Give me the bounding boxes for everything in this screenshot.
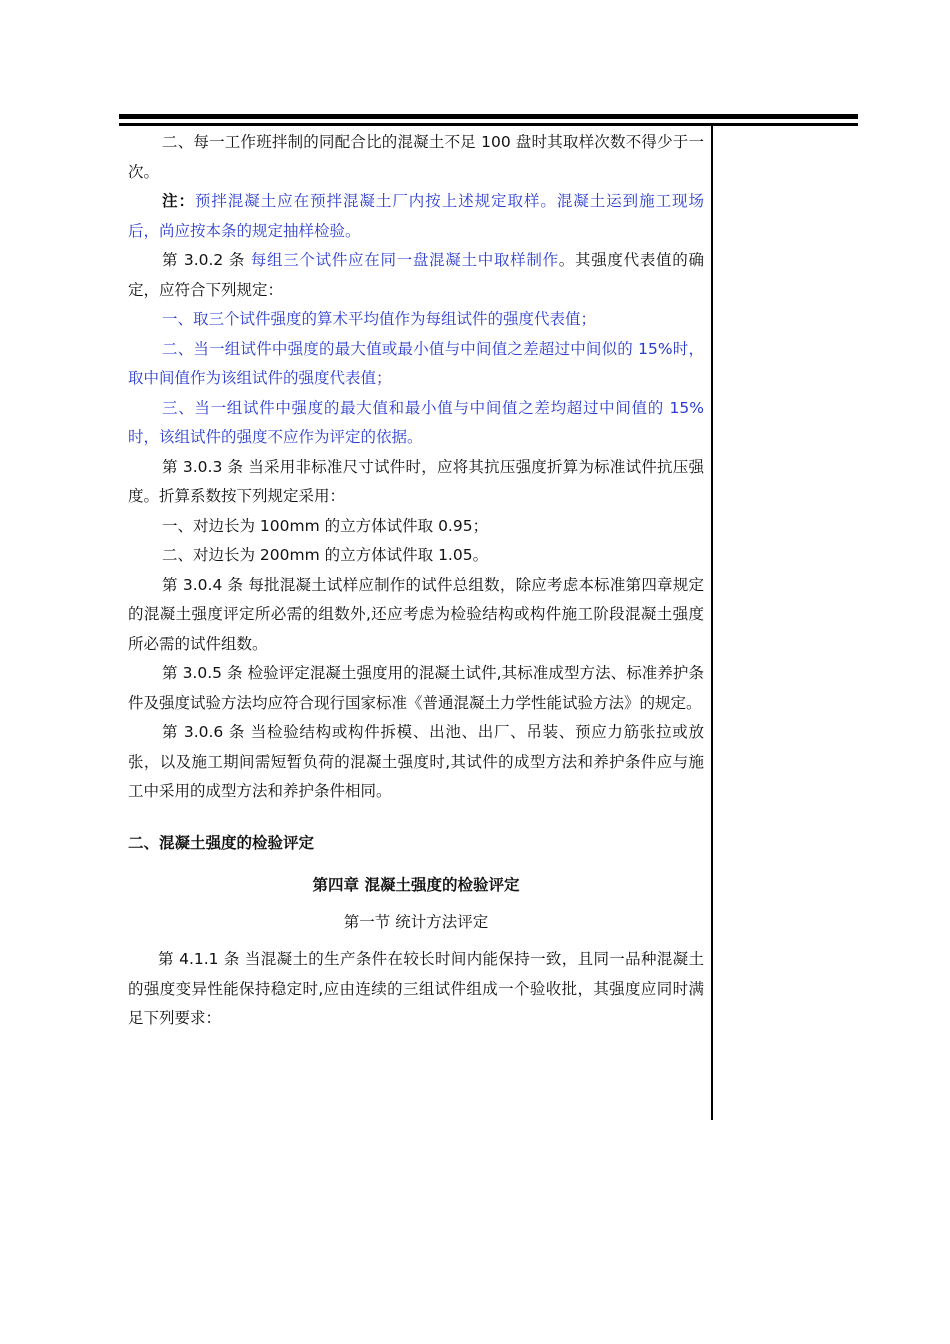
header-rule-thin	[119, 123, 858, 126]
subsection-heading: 第一节 统计方法评定	[343, 912, 489, 931]
spacer	[128, 807, 704, 828]
spacer	[128, 858, 704, 870]
note-label: 注：	[162, 192, 195, 210]
article-3-0-2-highlight: 每组三个试件应在同一盘混凝土中取样制作	[250, 251, 559, 269]
article-3-0-2-number: 第 3.0.2 条	[162, 251, 251, 269]
article-3-0-3: 第 3.0.3 条 当采用非标准尺寸试件时，应将其抗压强度折算为标准试件抗压强度。折算系数按下列规定采用：	[128, 457, 704, 505]
article-3-0-5: 第 3.0.5 条 检验评定混凝土强度用的混凝土试件,其标准成型方法、标准养护条件及强度试验方法均应符合现行国家标准《普通混凝土力学性能试验方法》的规定。	[128, 664, 704, 712]
right-border-line	[711, 126, 713, 1120]
note-text: 预拌混凝土应在预拌混凝土厂内按上述规定取样。混凝土运到施工现场后，尚应按本条的规定抽样检验。	[128, 192, 704, 240]
article-3-0-2-item-1: 一、取三个试件强度的算术平均值作为每组试件的强度代表值；	[162, 310, 597, 328]
spacer	[128, 937, 704, 945]
article-3-0-3-item-2: 二、对边长为 200mm 的立方体试件取 1.05。	[162, 546, 489, 564]
document-body	[128, 128, 704, 1034]
note-paragraph	[128, 187, 704, 246]
chapter-heading: 第四章 混凝土强度的检验评定	[312, 875, 520, 894]
article-3-0-2	[128, 246, 704, 305]
header-rule-thick	[119, 114, 858, 119]
article-3-0-4: 第 3.0.4 条 每批混凝土试样应制作的试件总组数，除应考虑本标准第四章规定的混凝土强度评定所必需的组数外,还应考虑为检验结构或构件施工阶段混凝土强度所必需的试件组数。	[128, 575, 704, 653]
article-3-0-6: 第 3.0.6 条 当检验结构或构件拆模、出池、出厂、吊装、预应力筋张拉或放张，以及施工期间需短暂负荷的混凝土强度时,其试件的成型方法和养护条件应与施工中采用的成型方法和养护条件相同。	[128, 723, 704, 800]
section-heading: 二、混凝土强度的检验评定	[128, 833, 315, 852]
article-3-0-2-item-2: 二、当一组试件中强度的最大值或最小值与中间值之差超过中间似的 15%时，取中间值作为该组试件的强度代表值；	[128, 339, 704, 387]
article-3-0-2-rest: 。其强度代表值的确定，应符合下列规定：	[128, 251, 704, 299]
article-4-1-1: 第 4.1.1 条 当混凝土的生产条件在较长时间内能保持一致，且同一品种混凝土的强度变异性能保持稳定时,应由连续的三组试件组成一个验收批，其强度应同时满足下列要求：	[128, 950, 704, 1027]
article-3-0-2-item-3: 三、当一组试件中强度的最大值和最小值与中间值之差均超过中间值的 15%时，该组试件的强度不应作为评定的依据。	[128, 398, 704, 446]
spacer	[128, 900, 704, 908]
article-3-0-3-item-1: 一、对边长为 100mm 的立方体试件取 0.95；	[162, 516, 489, 535]
paragraph-sampling-count: 二、每一工作班拌制的同配合比的混凝土不足 100 盘时其取样次数不得少于一次。	[128, 133, 704, 181]
